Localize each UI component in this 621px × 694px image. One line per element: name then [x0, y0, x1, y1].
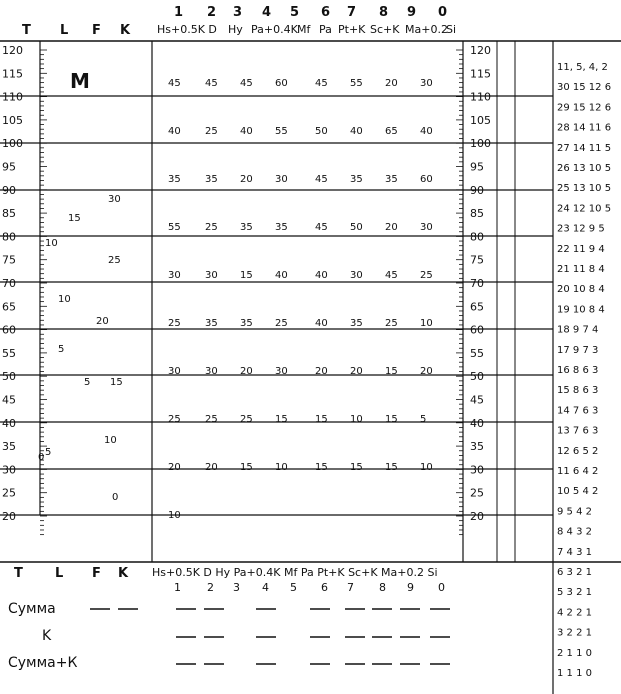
tick-label-left: 85 [2, 207, 16, 221]
tick-label-left: 45 [2, 393, 16, 407]
right-value-row: 29 15 12 6 [557, 102, 612, 114]
cell-value: 25 [205, 414, 218, 425]
footer-col-F: F [92, 566, 101, 581]
cell-value: 55 [350, 78, 363, 89]
tick-label-right: 70 [470, 277, 484, 290]
right-value-row: 9 5 4 2 [557, 506, 592, 518]
right-value-row: 19 10 8 4 [557, 304, 605, 316]
left-value: 5 [58, 344, 65, 355]
cell-value: 60 [275, 78, 288, 89]
cell-value: 35 [205, 174, 218, 185]
left-values [38, 194, 123, 503]
cell-value: 20 [168, 462, 181, 473]
cell-value: 20 [420, 366, 433, 377]
tick-label-left: 100 [2, 137, 23, 151]
scale-digit: 2 [207, 5, 217, 20]
left-value: 0 [112, 492, 119, 503]
left-value: 25 [108, 255, 121, 266]
right-value-row: 17 9 7 3 [557, 344, 599, 356]
right-value-row: 30 15 12 6 [557, 82, 612, 94]
footer [8, 566, 450, 671]
footer-digit: 7 [347, 581, 354, 594]
right-value-row: 20 10 8 4 [557, 284, 605, 296]
tick-label-right: 20 [470, 510, 484, 523]
cell-value: 20 [385, 78, 398, 89]
left-value: 10 [45, 238, 58, 249]
col-L: L [60, 23, 69, 38]
cell-value: 30 [205, 270, 218, 281]
cell-value: 45 [315, 174, 328, 185]
right-value-row: 11 6 4 2 [557, 466, 599, 477]
cell-values [168, 78, 433, 521]
cell-value: 50 [350, 222, 363, 233]
tick-label-left: 75 [2, 253, 16, 267]
cell-value: 10 [275, 462, 288, 473]
footer-col-K: K [118, 566, 129, 581]
right-value-row: 21 11 8 4 [557, 264, 605, 275]
cell-value: 15 [385, 462, 398, 473]
tick-label-right: 25 [470, 486, 484, 500]
cell-value: 35 [385, 174, 398, 185]
cell-value: 15 [240, 462, 253, 473]
scale-number-row [174, 5, 447, 20]
right-value-row: 12 6 5 2 [557, 445, 599, 457]
right-value-row: 24 12 10 5 [557, 203, 612, 215]
footer-col-T: T [14, 566, 23, 581]
tick-label-right: 85 [470, 207, 484, 221]
footer-col-L: L [55, 566, 64, 581]
cell-value: 35 [350, 318, 363, 329]
tick-label-left: 65 [2, 300, 16, 314]
right-value-row: 25 13 10 5 [557, 183, 612, 195]
row-label-k: K [42, 628, 52, 644]
cell-value: 15 [385, 366, 398, 377]
tick-label-left: 35 [2, 440, 16, 454]
cell-value: 25 [168, 414, 181, 425]
cell-value: 45 [315, 222, 328, 233]
footer-digit: 5 [290, 581, 297, 594]
cell-value: 20 [315, 366, 328, 377]
cell-value: 15 [315, 414, 328, 425]
right-value-row: 26 13 10 5 [557, 163, 612, 174]
right-value-row: 23 12 9 5 [557, 223, 605, 235]
cell-value: 5 [420, 414, 427, 425]
right-value-row: 5 3 2 1 [557, 587, 592, 599]
cell-value: 20 [205, 462, 218, 473]
right-value-row: 2 1 1 0 [557, 647, 592, 659]
footer-digit: 2 [207, 581, 214, 594]
formula-sc: Sc+K [370, 23, 400, 36]
cell-value: 40 [420, 126, 433, 137]
tick-label-right: 35 [470, 440, 484, 454]
tick-label-right: 55 [470, 346, 484, 360]
cell-value: 15 [275, 414, 288, 425]
cell-value: 25 [385, 318, 398, 329]
cell-value: 15 [315, 462, 328, 473]
col-T: T [22, 23, 31, 38]
cell-value: 30 [420, 222, 433, 233]
right-value-row: 28 14 11 6 [557, 122, 612, 134]
cell-value: 55 [275, 126, 288, 137]
cell-value: 30 [275, 174, 288, 185]
tick-label-right: 30 [470, 463, 484, 477]
formula-pt: Pt+K [338, 23, 366, 36]
tick-label-left: 60 [2, 323, 16, 337]
left-value: 10 [104, 435, 117, 446]
cell-value: 20 [240, 174, 253, 185]
footer-digit: 1 [174, 581, 181, 594]
scale-digit: 0 [438, 5, 448, 20]
cell-value: 40 [315, 318, 328, 329]
right-value-row: 22 11 9 4 [557, 243, 605, 255]
formula-pd: Pa+0.4K [251, 23, 298, 36]
cell-value: 30 [168, 366, 181, 377]
right-value-row: 3 2 2 1 [557, 627, 592, 639]
footer-digit: 3 [233, 581, 240, 594]
tick-label-left: 30 [2, 463, 16, 477]
cell-value: 15 [385, 414, 398, 425]
cell-value: 35 [240, 222, 253, 233]
left-value: 0 [38, 452, 45, 463]
grid-frame [0, 41, 621, 694]
footer-digit: 4 [262, 581, 269, 594]
footer-digit: 0 [438, 581, 445, 594]
cell-value: 55 [168, 222, 181, 233]
entry-dashes [90, 609, 450, 664]
right-value-row: 16 8 6 3 [557, 365, 599, 376]
cell-value: 45 [168, 78, 181, 89]
cell-value: 15 [240, 270, 253, 281]
right-value-row: 13 7 6 3 [557, 425, 599, 437]
tick-label-left: 105 [2, 113, 23, 127]
cell-value: 35 [168, 174, 181, 185]
scale-digit: 5 [290, 5, 300, 20]
right-value-row: 27 14 11 5 [557, 142, 612, 154]
cell-value: 10 [168, 510, 181, 521]
cell-value: 30 [350, 270, 363, 281]
scale-digit: 3 [233, 5, 243, 20]
tick-label-right: 120 [470, 44, 491, 57]
tick-label-left: 120 [2, 44, 23, 57]
tick-label-left: 50 [2, 370, 16, 384]
tick-label-right: 60 [470, 323, 484, 337]
cell-value: 40 [168, 126, 181, 137]
right-value-row: 7 4 3 1 [557, 546, 592, 558]
cell-value: 30 [420, 78, 433, 89]
cell-value: 35 [205, 318, 218, 329]
tick-label-right: 90 [470, 183, 484, 197]
cell-value: 35 [275, 222, 288, 233]
tick-label-left: 115 [2, 67, 23, 81]
formula-mf: Mf [297, 23, 311, 36]
left-value: 10 [58, 294, 71, 305]
scale-digit: 4 [262, 5, 272, 20]
col-F: F [92, 23, 101, 38]
cell-value: 60 [420, 174, 433, 185]
tick-label-right: 105 [470, 113, 491, 127]
footer-digit: 9 [407, 581, 414, 594]
right-value-row: 15 8 6 3 [557, 385, 599, 397]
left-value: 5 [45, 447, 52, 458]
right-value-row: 6 3 2 1 [557, 567, 592, 578]
cell-value: 10 [350, 414, 363, 425]
cell-value: 40 [240, 126, 253, 137]
tick-label-left: 95 [2, 160, 16, 174]
cell-value: 45 [205, 78, 218, 89]
left-value: 15 [68, 213, 81, 224]
cell-value: 20 [385, 222, 398, 233]
cell-value: 65 [385, 126, 398, 137]
formula-hy: Hy [228, 23, 243, 36]
tick-label-left: 90 [2, 183, 16, 197]
cell-value: 45 [385, 270, 398, 281]
right-value-table [557, 62, 611, 679]
cell-value: 20 [350, 366, 363, 377]
cell-value: 30 [275, 366, 288, 377]
cell-value: 25 [420, 270, 433, 281]
footer-digits [174, 581, 445, 594]
scale-digit: 6 [321, 5, 331, 20]
tick-label-left: 55 [2, 346, 16, 360]
cell-value: 35 [240, 318, 253, 329]
footer-digit: 6 [321, 581, 328, 594]
cell-value: 10 [420, 318, 433, 329]
left-value: 15 [110, 377, 123, 388]
cell-value: 35 [350, 174, 363, 185]
cell-value: 30 [205, 366, 218, 377]
right-value-row: 14 7 6 3 [557, 405, 599, 417]
cell-value: 45 [240, 78, 253, 89]
footer-digit: 8 [379, 581, 386, 594]
cell-value: 30 [168, 270, 181, 281]
formula-si: Si [446, 23, 457, 36]
left-value: 20 [96, 316, 109, 327]
col-K: K [120, 23, 131, 38]
tick-label-right: 45 [470, 393, 484, 407]
tick-label-left: 70 [2, 277, 16, 290]
formula-hs: Hs+0.5K D [157, 23, 217, 36]
tick-label-left: 25 [2, 486, 16, 500]
tick-label-left: 20 [2, 510, 16, 523]
cell-value: 40 [315, 270, 328, 281]
cell-value: 20 [240, 366, 253, 377]
cell-value: 45 [315, 78, 328, 89]
cell-value: 50 [315, 126, 328, 137]
tick-label-right: 65 [470, 300, 484, 314]
right-value-row: 4 2 2 1 [557, 607, 592, 619]
right-value-row: 11, 5, 4, 2 [557, 62, 608, 73]
cell-value: 10 [420, 462, 433, 473]
tick-label-left: 110 [2, 90, 23, 104]
right-value-row: 8 4 3 2 [557, 526, 592, 538]
block-symbol: M [70, 69, 90, 93]
tick-label-right: 100 [470, 137, 491, 151]
tick-label-right: 115 [470, 67, 491, 81]
tick-label-right: 110 [470, 90, 491, 104]
scale-digit: 7 [347, 5, 357, 20]
footer-formulas: Hs+0.5K D Hy Pa+0.4K Mf Pa Pt+K Sc+K Ma+0.2 Si [152, 566, 438, 579]
cell-value: 25 [275, 318, 288, 329]
cell-value: 25 [205, 222, 218, 233]
tick-label-right: 40 [470, 416, 484, 430]
row-label-summa: Сумма [8, 601, 56, 617]
tick-label-right: 80 [470, 230, 484, 244]
left-value: 5 [84, 377, 91, 388]
scale-digit: 1 [174, 5, 184, 20]
formula-ma: Ma+0.2 [405, 23, 448, 36]
left-value: 30 [108, 194, 121, 205]
scale-digit: 8 [379, 5, 389, 20]
cell-value: 15 [350, 462, 363, 473]
right-value-row: 1 1 1 0 [557, 668, 592, 679]
cell-value: 25 [205, 126, 218, 137]
right-value-row: 18 9 7 4 [557, 324, 599, 336]
cell-value: 25 [168, 318, 181, 329]
header-columns [22, 23, 456, 38]
cell-value: 40 [350, 126, 363, 137]
right-value-row: 10 5 4 2 [557, 486, 599, 498]
row-label-summa-k: Сумма+К [8, 655, 78, 671]
tick-label-right: 75 [470, 253, 484, 267]
tick-label-left: 40 [2, 416, 16, 430]
cell-value: 25 [240, 414, 253, 425]
formula-pa: Pa [319, 23, 332, 36]
tick-label-left: 80 [2, 230, 16, 244]
tick-label-right: 50 [470, 370, 484, 384]
cell-value: 40 [275, 270, 288, 281]
tick-label-right: 95 [470, 160, 484, 174]
scale-digit: 9 [407, 5, 417, 20]
